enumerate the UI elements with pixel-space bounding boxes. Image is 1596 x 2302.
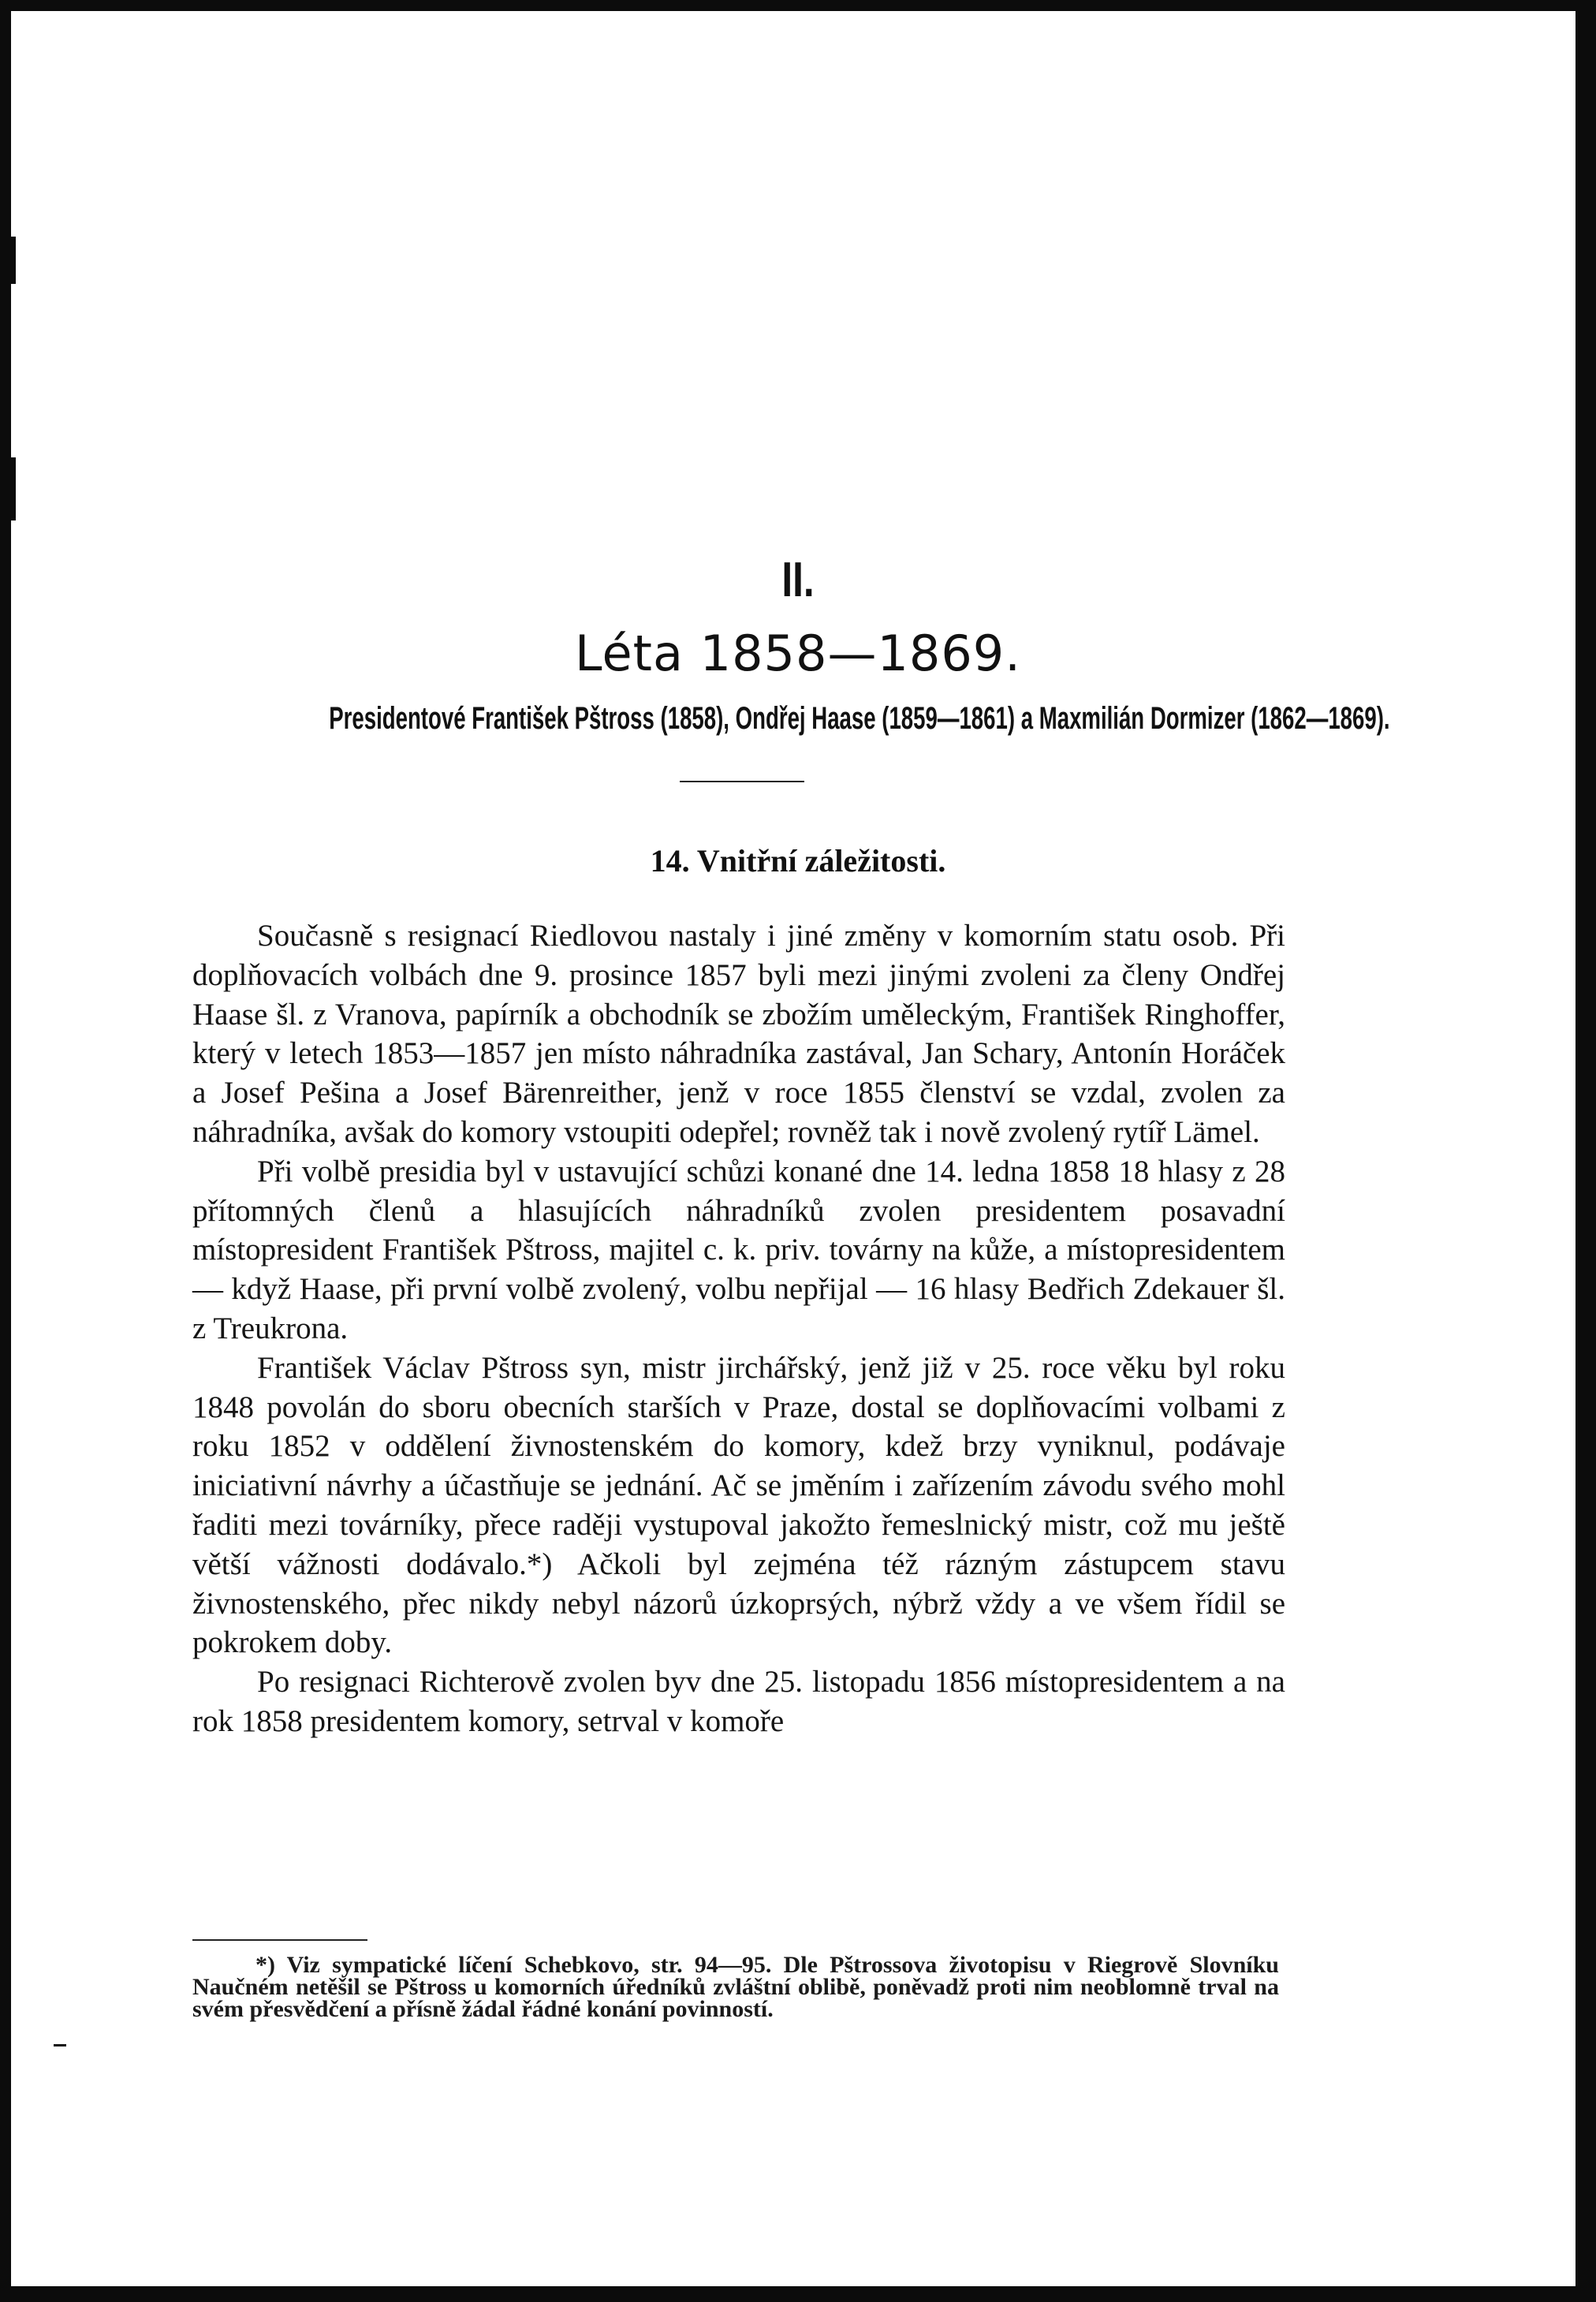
scan-border-bottom bbox=[0, 2286, 1596, 2302]
scan-edge-mark bbox=[8, 457, 16, 520]
title-divider bbox=[680, 781, 804, 782]
chapter-subtitle-presidents: Presidentové František Pštross (1858), Ondřej Haase (1859—1861) a Maxmilián Dormizer (1862—1869). bbox=[329, 701, 1390, 736]
chapter-number: II. bbox=[781, 553, 815, 607]
scan-border-top bbox=[0, 0, 1596, 11]
scan-edge-mark bbox=[8, 237, 16, 284]
scan-border-left bbox=[0, 0, 11, 2302]
paragraph: Při volbě presidia byl v ustavující schůzi konané dne 14. ledna 1858 18 hlasy z 28 přítomných členů a hlasujících náhradníků zvolen presidentem posavadní místopresident František Pštross, majitel c. k. priv. továrny na kůže, a místopresidentem — když Haase, při první volbě zvolený, volbu nepřijal — 16 hlasy Bedřich Zdekauer šl. z Treukrona. bbox=[192, 1154, 1285, 1345]
scan-border-right bbox=[1575, 0, 1596, 2302]
margin-tick bbox=[54, 2044, 66, 2046]
chapter-title: Léta 1858—1869. bbox=[575, 625, 1021, 682]
section-heading: 14. Vnitřní záležitosti. bbox=[650, 843, 946, 879]
paragraph: František Václav Pštross syn, mistr jirchářský, jenž již v 25. roce věku byl roku 1848 povolán do sboru obecních starších v Praze, dostal se doplňovacími volbami z roku 1852 v oddělení živnostenském do komory, kdež brzy vyniknul, podávaje iniciativní návrhy a účastňuje se jednání. Ač se jměním i zařízením závodu svého mohl řaditi mezi továrníky, přece raději vystupoval jakožto řemeslnický mistr, což mu ještě větší vážnosti dodávalo.*) Ačkoli byl zejména též rázným zástupcem stavu živnostenského, přec nikdy nebyl názorů úzkoprsých, nýbrž vždy a ve všem řídil se pokrokem doby. bbox=[192, 1350, 1285, 1660]
body-text bbox=[192, 916, 1285, 1741]
paragraph: Po resignaci Richterově zvolen byv dne 25. listopadu 1856 místopresidentem a na rok 1858 presidentem komory, setrval v komoře bbox=[192, 1665, 1285, 1738]
footnote-divider bbox=[192, 1939, 367, 1941]
footnote: *) Viz sympatické líčení Schebkovo, str. 94—95. Dle Pštrossova životopisu v Riegrově Slovníku Naučném netěšil se Pštross u komorních úředníků zvláštní oblibě, poněvadž proti nim neoblomně trval na svém přesvědčení a přísně žádal řádné konání povinností. bbox=[192, 1952, 1279, 2022]
paragraph: Současně s resignací Riedlovou nastaly i jiné změny v komorním statu osob. Při doplňovacích volbách dne 9. prosince 1857 byli mezi jinými zvoleni za členy Ondřej Haase šl. z Vranova, papírník a obchodník se zbožím uměleckým, František Ringhoffer, který v letech 1853—1857 jen místo náhradníka zastával, Jan Schary, Antonín Horáček a Josef Pešina a Josef Bärenreither, jenž v roce 1855 členství se vzdal, zvolen za náhradníka, avšak do komory vstoupiti odepřel; rovněž tak i nově zvolený rytíř Lämel. bbox=[192, 919, 1285, 1149]
